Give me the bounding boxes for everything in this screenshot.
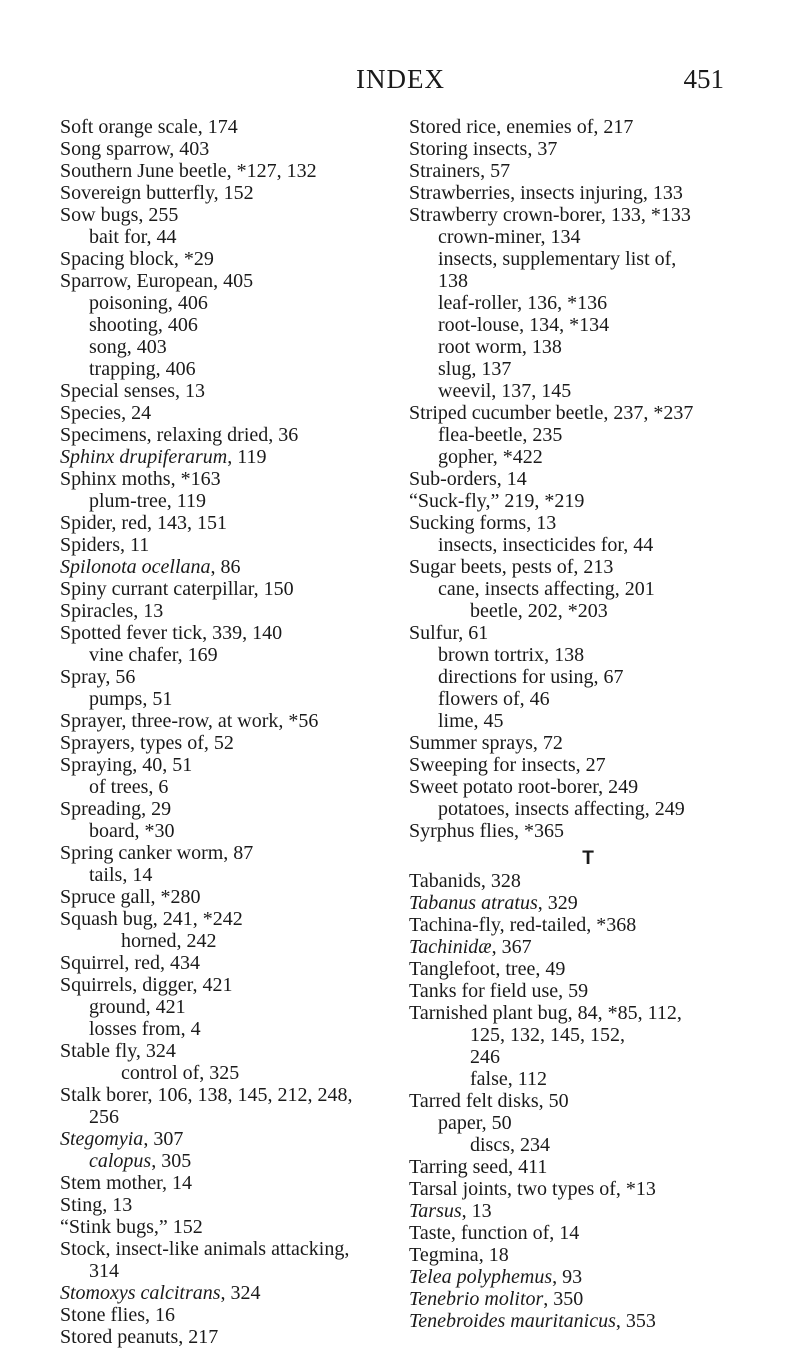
index-entry: Sow bugs, 255 [60,204,179,226]
index-entry: Sulfur, 61 [409,622,489,644]
index-entry: Tarsal joints, two types of, *13 [409,1178,656,1200]
index-subentry: ground, 421 [89,996,186,1018]
index-entry: Specimens, relaxing dried, 36 [60,424,299,446]
index-entry: Tarsus, 13 [409,1200,492,1222]
index-entry: Squirrel, red, 434 [60,952,200,974]
index-subentry: trapping, 406 [89,358,196,380]
index-entry: Stored peanuts, 217 [60,1326,219,1348]
index-entry: Spreading, 29 [60,798,172,820]
index-subentry: vine chafer, 169 [89,644,218,666]
index-subentry: weevil, 137, 145 [438,380,572,402]
index-entry: Tachinidæ, 367 [409,936,532,958]
section-letter: T [582,848,594,869]
index-subentry: plum-tree, 119 [89,490,207,512]
index-subentry: bait for, 44 [89,226,177,248]
index-entry: Spacing block, *29 [60,248,214,270]
index-entry: Taste, function of, 14 [409,1222,580,1244]
index-subentry: flea-beetle, 235 [438,424,563,446]
index-column-left [60,116,390,1348]
index-subentry: shooting, 406 [89,314,198,336]
index-entry: Sub-orders, 14 [409,468,527,490]
index-entry: Sweeping for insects, 27 [409,754,606,776]
index-subentry: poisoning, 406 [89,292,208,314]
index-subentry: potatoes, insects affecting, 249 [438,798,685,820]
index-entry: Spilonota ocellana, 86 [60,556,241,578]
index-subentry: losses from, 4 [89,1018,201,1040]
index-entry: Stem mother, 14 [60,1172,192,1194]
index-subentry: paper, 50 [438,1112,512,1134]
index-subentry: lime, 45 [438,710,504,732]
index-entry: Tenebrio molitor, 350 [409,1288,584,1310]
index-entry: “Stink bugs,” 152 [60,1216,203,1238]
page-header [0,64,801,98]
index-entry: Strawberries, insects injuring, 133 [409,182,683,204]
index-entry: Stored rice, enemies of, 217 [409,116,634,138]
index-entry: Tanks for field use, 59 [409,980,589,1002]
index-subentry: flowers of, 46 [438,688,550,710]
index-entry: Stock, insect-like animals attacking, [60,1238,350,1260]
index-subentry: song, 403 [89,336,167,358]
index-subentry: 256 [89,1106,119,1128]
index-entry: Tarnished plant bug, 84, *85, 112, [409,1002,682,1024]
index-entry: Spring canker worm, 87 [60,842,254,864]
index-entry: Special senses, 13 [60,380,205,402]
index-subentry: calopus, 305 [89,1150,192,1172]
index-entry: Telea polyphemus, 93 [409,1266,583,1288]
page-number: 451 [683,64,724,94]
index-entry: Stomoxys calcitrans, 324 [60,1282,261,1304]
index-entry: Storing insects, 37 [409,138,558,160]
index-entry: Sprayer, three-row, at work, *56 [60,710,319,732]
index-entry: Sting, 13 [60,1194,133,1216]
index-entry: Squirrels, digger, 421 [60,974,233,996]
index-entry: Tabanids, 328 [409,870,521,892]
index-subentry: 125, 132, 145, 152, [470,1024,625,1046]
index-subentry: 138 [438,270,468,292]
index-subentry: leaf-roller, 136, *136 [438,292,608,314]
index-entry: Sugar beets, pests of, 213 [409,556,614,578]
index-entry: Spruce gall, *280 [60,886,201,908]
index-subentry: gopher, *422 [438,446,543,468]
index-subentry: slug, 137 [438,358,512,380]
index-subentry: crown-miner, 134 [438,226,581,248]
index-entry: Strawberry crown-borer, 133, *133 [409,204,691,226]
index-entry: Sphinx drupiferarum, 119 [60,446,267,468]
index-entry: Sphinx moths, *163 [60,468,221,490]
index-subentry: 246 [470,1046,500,1068]
index-subentry: root worm, 138 [438,336,562,358]
index-entry: Syrphus flies, *365 [409,820,564,842]
index-entry: Stable fly, 324 [60,1040,176,1062]
index-subentry: directions for using, 67 [438,666,624,688]
index-entry: Spotted fever tick, 339, 140 [60,622,283,644]
index-entry: Tanglefoot, tree, 49 [409,958,566,980]
index-entry: Stegomyia, 307 [60,1128,184,1150]
index-subentry: cane, insects affecting, 201 [438,578,655,600]
index-subentry: pumps, 51 [89,688,173,710]
page-title: INDEX [356,64,445,94]
index-entry: Sparrow, European, 405 [60,270,254,292]
index-entry: Sprayers, types of, 52 [60,732,234,754]
index-subentry: board, *30 [89,820,175,842]
index-subentry: tails, 14 [89,864,153,886]
index-entry: Stalk borer, 106, 138, 145, 212, 248, [60,1084,353,1106]
index-subentry: discs, 234 [470,1134,550,1156]
index-column-right [409,116,749,1332]
index-subentry: of trees, 6 [89,776,169,798]
index-entry: Strainers, 57 [409,160,511,182]
index-entry: Sweet potato root-borer, 249 [409,776,639,798]
index-entry: Tenebroides mauritanicus, 353 [409,1310,656,1332]
index-entry: Species, 24 [60,402,152,424]
index-subentry: horned, 242 [121,930,217,952]
index-subentry: brown tortrix, 138 [438,644,585,666]
index-entry: Song sparrow, 403 [60,138,210,160]
index-entry: Tabanus atratus, 329 [409,892,578,914]
index-entry: Soft orange scale, 174 [60,116,238,138]
index-entry: Spider, red, 143, 151 [60,512,227,534]
index-entry: Summer sprays, 72 [409,732,563,754]
index-subentry: beetle, 202, *203 [470,600,608,622]
index-entry: Spiny currant caterpillar, 150 [60,578,294,600]
index-entry: Southern June beetle, *127, 132 [60,160,317,182]
index-entry: Tegmina, 18 [409,1244,509,1266]
index-subentry: false, 112 [470,1068,548,1090]
index-entry: Squash bug, 241, *242 [60,908,243,930]
index-entry: Spray, 56 [60,666,136,688]
index-subentry: control of, 325 [121,1062,240,1084]
index-entry: Sovereign butterfly, 152 [60,182,254,204]
index-subentry: 314 [89,1260,119,1282]
index-subentry: insects, supplementary list of, [438,248,677,270]
index-entry: Tachina-fly, red-tailed, *368 [409,914,637,936]
index-subentry: insects, insecticides for, 44 [438,534,654,556]
index-entry: “Suck-fly,” 219, *219 [409,490,585,512]
index-entry: Sucking forms, 13 [409,512,557,534]
index-entry: Spiders, 11 [60,534,150,556]
index-entry: Tarred felt disks, 50 [409,1090,569,1112]
index-entry: Stone flies, 16 [60,1304,175,1326]
index-entry: Striped cucumber beetle, 237, *237 [409,402,694,424]
index-entry: Tarring seed, 411 [409,1156,548,1178]
index-entry: Spraying, 40, 51 [60,754,193,776]
index-entry: Spiracles, 13 [60,600,164,622]
index-subentry: root-louse, 134, *134 [438,314,610,336]
